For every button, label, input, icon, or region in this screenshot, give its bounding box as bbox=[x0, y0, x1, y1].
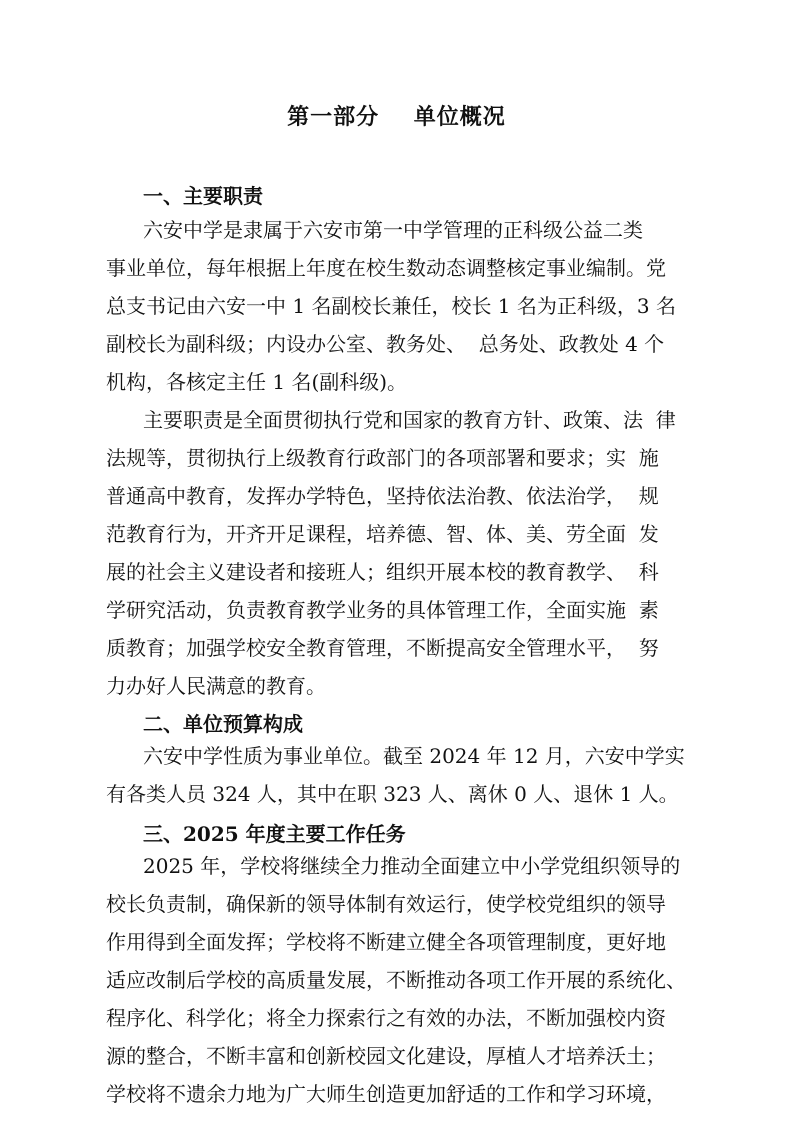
paragraph-line: 总支书记由六安一中 1 名副校长兼任，校长 1 名为正科级，3 名 bbox=[106, 294, 676, 318]
paragraph-line: 2025 年，学校将继续全力推动全面建立中小学党组织领导的 bbox=[143, 854, 681, 878]
paragraph-line: 普通高中教育，发挥办学特色，坚持依法治教、依法治学， 规 bbox=[106, 484, 659, 508]
paragraph-line: 适应改制后学校的高质量发展，不断推动各项工作开展的系统化、 bbox=[106, 968, 686, 992]
paragraph-line: 质教育；加强学校安全教育管理，不断提高安全管理水平， 努 bbox=[106, 636, 659, 660]
paragraph-line: 机构，各核定主任 1 名(副科级)。 bbox=[106, 370, 408, 394]
paragraph-line: 事业单位，每年根据上年度在校生数动态调整核定事业编制。党 bbox=[106, 256, 666, 280]
paragraph-line: 主要职责是全面贯彻执行党和国家的教育方针、政策、法 律 bbox=[143, 408, 676, 432]
paragraph-line: 程序化、科学化；将全力探索行之有效的办法，不断加强校内资 bbox=[106, 1006, 666, 1030]
section-heading-budget: 二、单位预算构成 bbox=[143, 712, 303, 736]
paragraph-line: 六安中学性质为事业单位。截至 2024 年 12 月，六安中学实 bbox=[143, 744, 685, 768]
paragraph-line: 力办好人民满意的教育。 bbox=[106, 674, 326, 698]
paragraph-line: 源的整合，不断丰富和创新校园文化建设，厚植人才培养沃土； bbox=[106, 1044, 666, 1068]
paragraph-line: 展的社会主义建设者和接班人；组织开展本校的教育教学、 科 bbox=[106, 560, 659, 584]
paragraph-line: 有各类人员 324 人，其中在职 323 人、离休 0 人、退休 1 人。 bbox=[106, 782, 679, 806]
paragraph-line: 校长负责制，确保新的领导体制有效运行，使学校党组织的领导 bbox=[106, 892, 666, 916]
paragraph-line: 学研究活动，负责教育教学业务的具体管理工作，全面实施 素 bbox=[106, 598, 659, 622]
paragraph-line: 范教育行为，开齐开足课程，培养德、智、体、美、劳全面 发 bbox=[106, 522, 659, 546]
section-heading-duties: 一、主要职责 bbox=[143, 184, 263, 208]
section-heading-tasks: 三、2025 年度主要工作任务 bbox=[143, 822, 406, 846]
paragraph-line: 作用得到全面发挥；学校将不断建立健全各项管理制度，更好地 bbox=[106, 930, 666, 954]
paragraph-line: 六安中学是隶属于六安市第一中学管理的正科级公益二类 bbox=[143, 218, 643, 242]
paragraph-line: 学校将不遗余力地为广大师生创造更加舒适的工作和学习环境， bbox=[106, 1082, 666, 1106]
paragraph-line: 法规等，贯彻执行上级教育行政部门的各项部署和要求；实 施 bbox=[106, 446, 659, 470]
page-title: 第一部分 单位概况 bbox=[287, 104, 506, 130]
paragraph-line: 副校长为副科级；内设办公室、教务处、 总务处、政教处 4 个 bbox=[106, 332, 665, 356]
